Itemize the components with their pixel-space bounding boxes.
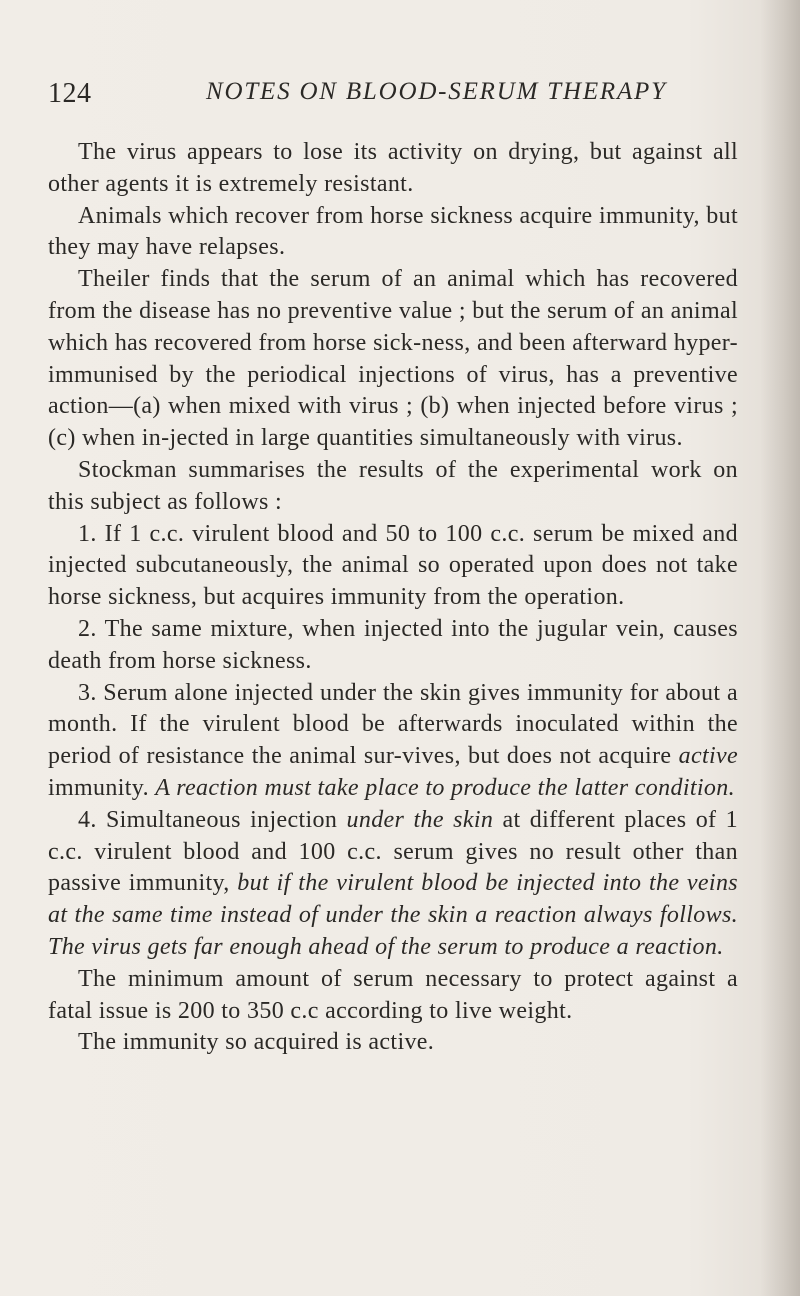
paragraph-immunity-relapses: Animals which recover from horse sickness acquire immunity, but they may have relapses. [48, 202, 738, 261]
result-3-emphasis-active: active [678, 743, 738, 770]
page-number: 124 [48, 78, 92, 109]
result-4-text: 4. Simultaneous injection [78, 806, 347, 833]
paragraph-result-3 [48, 678, 738, 805]
result-3-text-continued: immunity. [48, 774, 156, 801]
paragraph-minimum-serum: The minimum amount of serum necessary to protect against a fatal issue is 200 to 350 c.c according to live weight. [48, 965, 738, 1024]
result-4-text-continued: at different places of 1 c.c. virulent blood and 100 c.c. serum gives no result other than passive immunity, [48, 806, 739, 897]
paragraph-theiler-findings: Theiler finds that the serum of an animal which has recovered from the disease has no preventive value ; but the serum of an animal which has recovered from horse sick-ness, and been afterward hyper-immunised by the periodical injections of virus, has a preventive action—(a) when mixed with virus ; (b) when injected before virus ; (c) when in-jected in large quantities simultaneously with virus. [48, 266, 738, 452]
running-title: NOTES ON BLOOD-SERUM THERAPY [206, 78, 667, 105]
result-3-text: 3. Serum alone injected under the skin gives immunity for about a month. If the virulent blood be afterwards inoculated within the period of resistance the animal sur-vives, but does not acquire [48, 679, 738, 770]
paragraph-result-1: 1. If 1 c.c. virulent blood and 50 to 100 c.c. serum be mixed and injected subcutaneously, the animal so operated upon does not take horse sickness, but acquires immunity from the operation. [48, 520, 738, 611]
result-3-emphasis-reaction: A reaction must take place to produce the latter condition. [155, 774, 735, 801]
paragraph-active-immunity: The immunity so acquired is active. [78, 1029, 435, 1056]
page-edge-shadow [760, 0, 800, 1296]
result-4-emphasis-virulent-blood: but if the virulent blood be injected into the veins at the same time instead of under the skin a reaction always follows. The virus gets far enough ahead of the serum to produce a reaction. [48, 870, 738, 960]
paragraph-stockman-intro: Stockman summarises the results of the experimental work on this subject as follows : [48, 456, 738, 515]
paragraph-result-4 [48, 805, 738, 964]
body-text [48, 137, 738, 1059]
page-header [48, 78, 738, 112]
result-4-emphasis-under-skin: under the skin [346, 806, 494, 833]
paragraph-result-2: 2. The same mixture, when injected into the jugular vein, causes death from horse sickness. [48, 615, 738, 674]
paragraph-virus-resistance: The virus appears to lose its activity on drying, but against all other agents it is extremely resistant. [48, 139, 738, 197]
